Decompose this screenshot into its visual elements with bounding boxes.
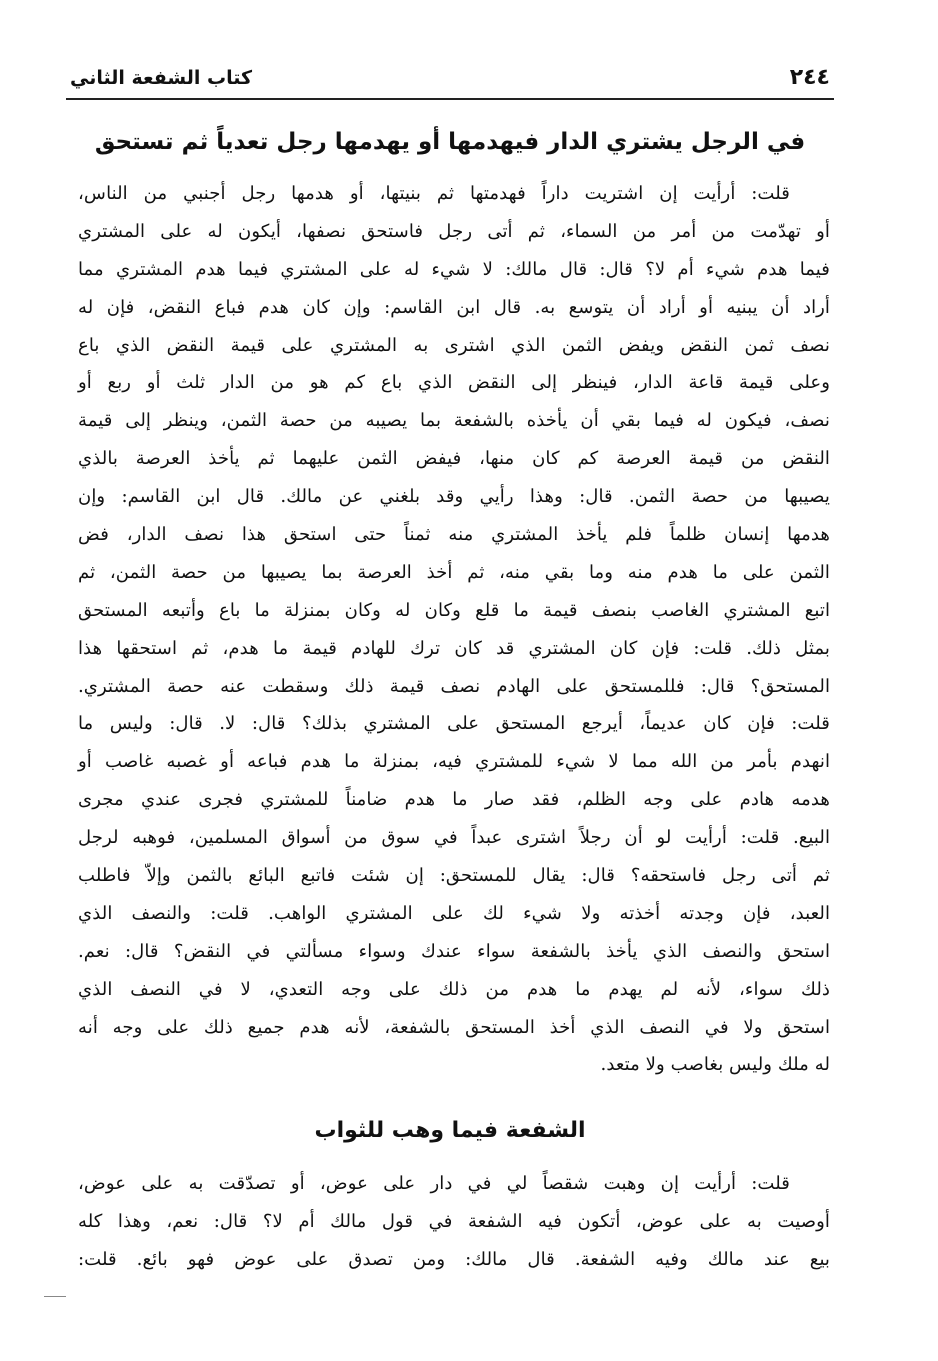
text-line: قلت: فإن كان عديماً، أيرجع المستحق على المشتري بذلك؟ قال: لا. قال: وليس ما — [78, 713, 830, 735]
text-line: استحق والنصف الذي يأخذ بالشفعة سواء عندك وسواء مسألتي في النقض؟ قال: نعم. — [78, 940, 830, 962]
text-line: اتبع المشتري الغاصب بنصف قيمة ما قلع وكان له وكان بمنزلة ما باع وأتبعه المستحق — [78, 599, 830, 621]
section-title-2: الشفعة فيما وهب للثواب — [314, 1118, 586, 1143]
text-line: ذلك سواء، لأنه لم يهدم ما هدم من ذلك على وجه التعدي، لا في النصف الذي — [78, 978, 830, 1000]
text-line: أو تهدّمت من أمر من السماء، ثم أتى رجل فاستحق نصفها، أيكون له على المشتري — [78, 220, 830, 242]
text-line: العبد، فإن وجدته أخذته ولا شيء لك على المشتري الواهب. قلت: والنصف الذي — [78, 902, 830, 924]
text-line: قلت: أرأيت إن اشتريت داراً فهدمتها ثم بنيتها، أو هدمها رجل أجنبي من الناس، — [78, 183, 790, 204]
text-line: الثمن على ما هدم منه وما بقي منه، ثم أخذ العرصة بما يصيبها من حصة الثمن، ثم — [78, 561, 830, 583]
section-title-1: في الرجل يشتري الدار فيهدمها أو يهدمها رجل تعدياً ثم تستحق — [94, 129, 806, 155]
text-line: فيما هدم شيء أم لا؟ قال: قال مالك: لا شيء له على المشتري فيما هدم المشتري مما — [78, 258, 830, 280]
text-line: استحق ولا في النصف الذي أخذ المستحق بالشفعة، لأنه هدم جميع ذلك على وجه أنه — [78, 1016, 830, 1038]
text-line: هدمها إنسان ظلماً فلم يأخذ المشتري منه ثمناً حتى استحق هذا نصف الدار، فض — [78, 524, 830, 546]
text-line: بمثل ذلك. قلت: فإن كان المشتري قد كان ترك للهادم قيمة ما هدم، ثم استحقها هذا — [78, 637, 830, 659]
section-1-body — [78, 175, 830, 1084]
text-line: يصيبها من حصة الثمن. قال: وهذا رأيي وقد بلغني عن مالك. قال ابن القاسم: وإن — [78, 486, 830, 508]
text-line: ثم أتى رجل فاستحقه؟ قال: يقال للمستحق: إن شئت فاتبع البائع بالثمن وإلاّ فاطلب — [78, 865, 830, 887]
margin-mark — [44, 1296, 66, 1297]
text-line: النقض من قيمة العرصة كم كان منها، فيفض الثمن عليهما ثم يأخذ العرصة بالذي — [78, 448, 830, 470]
section-2-body — [78, 1165, 830, 1279]
text-line: أراد أن يبنيه أو أراد أن يتوسع به. قال ابن القاسم: وإن كان هدم فباع النقض، فإن له — [78, 296, 830, 318]
running-header — [70, 58, 830, 92]
text-line: بيع عند مالك وفيه الشفعة. قال مالك: ومن تصدق على عوض فهو بائع. قلت: — [78, 1248, 830, 1270]
text-line: قلت: أرأيت إن وهبت شقصاً لي في دار على عوض، أو تصدّقت به على عوض، — [78, 1173, 790, 1194]
text-line: المستحق؟ قال: فللمستحق على الهادم نصف قيمة ذلك وسقطت عنه حصة المشتري. — [78, 675, 830, 697]
text-line: انهدم بأمر من الله مما لا شيء للمشتري فيه، بمنزلة ما هدم فباعه أو غصبه غاصب أو — [78, 751, 830, 773]
text-line: وعلى قيمة قاعة الدار، فينظر إلى النقض الذي باع كم هو من الدار ثلث أو ربع أو — [78, 372, 830, 394]
page-number: ٢٤٤ — [789, 65, 830, 90]
running-book-title: كتاب الشفعة الثاني — [70, 67, 253, 89]
text-line: له ملك وليس بغاصب ولا متعد. — [600, 1054, 830, 1076]
text-line: أوصيت به على عوض، أتكون فيه الشفعة في قول مالك أم لا؟ قال: نعم، وهذا كله — [78, 1210, 830, 1232]
text-line: نصف ثمن النقض ويفض الثمن الذي اشترى به المشتري على قيمة النقض الذي باع — [78, 334, 830, 356]
text-line: البيع. قلت: أرأيت لو أن رجلاً اشترى عبداً في سوق من أسواق المسلمين، فوهبه لرجل — [78, 827, 830, 849]
text-line: نصف، فيكون له فيما بقي أن يأخذه بالشفعة بما يصيبه من حصة الثمن، وينظر إلى قيمة — [78, 410, 830, 432]
header-rule — [66, 98, 834, 100]
text-line: هدمه هادم على وجه الظلم، فقد صار ما هدم ضامناً للمشتري فجرى عندي مجرى — [78, 789, 830, 811]
